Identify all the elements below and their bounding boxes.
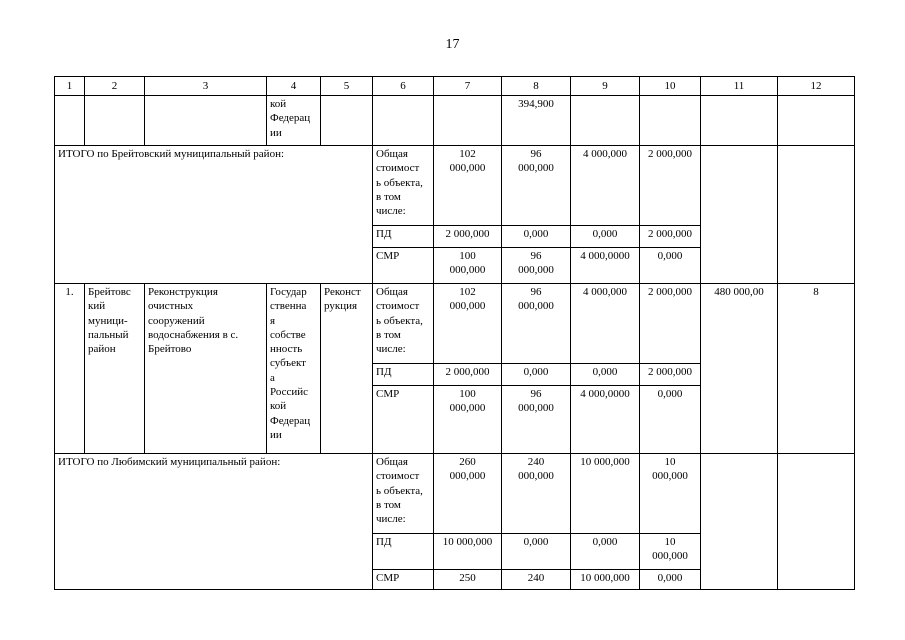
value-cell: 2 000,000 (640, 146, 701, 226)
value-cell: 0,000 (571, 364, 640, 386)
column-number: 9 (571, 77, 640, 96)
item-number: 1. (55, 284, 85, 454)
value-cell: 4 000,000 (571, 284, 640, 364)
value-cell: 10 000,000 (640, 454, 701, 534)
value-cell: 96 000,000 (502, 248, 571, 284)
value-cell: 100 000,000 (434, 386, 502, 454)
value-cell: 96 000,000 (502, 146, 571, 226)
cost-type-cell: ПД (373, 534, 434, 570)
column-number: 8 (502, 77, 571, 96)
total-label: ИТОГО по Брейтовский муниципальный район: (55, 146, 373, 284)
carry-over-row (55, 96, 855, 146)
column-number: 3 (145, 77, 267, 96)
cost-type-cell: СМР (373, 386, 434, 454)
value-cell: 240 (502, 570, 571, 590)
value-cell: 0,000 (571, 534, 640, 570)
work-type-cell: Реконст рукция (321, 284, 373, 454)
value-cell: 260 000,000 (434, 454, 502, 534)
value-cell: 0,000 (502, 364, 571, 386)
column-number: 11 (701, 77, 778, 96)
term-cell: 8 (778, 284, 855, 454)
value-cell: 10 000,000 (571, 454, 640, 534)
object-name-cell: Реконструкция очистных сооружений водоснабжения в с. Брейтово (145, 284, 267, 454)
value-cell: 4 000,0000 (571, 386, 640, 454)
column-number: 5 (321, 77, 373, 96)
value-cell: 0,000 (640, 570, 701, 590)
value-cell: 10 000,000 (640, 534, 701, 570)
value-cell: 100 000,000 (434, 248, 502, 284)
value-cell: 0,000 (640, 386, 701, 454)
column-number: 12 (778, 77, 855, 96)
column-number-row (55, 77, 855, 96)
page-number: 17 (445, 37, 460, 52)
value-cell: 2 000,000 (434, 364, 502, 386)
district-cell: Брейтовс кий муници- пальный район (85, 284, 145, 454)
cost-type-cell: СМР (373, 570, 434, 590)
value-cell: 0,000 (571, 226, 640, 248)
cost-type-cell: ПД (373, 226, 434, 248)
value-cell: 102 000,000 (434, 146, 502, 226)
total-row (55, 146, 855, 226)
cost-type-cell: СМР (373, 248, 434, 284)
column-number: 2 (85, 77, 145, 96)
cost-type-cell: ПД (373, 364, 434, 386)
value-cell: 10 000,000 (434, 534, 502, 570)
column-number: 4 (267, 77, 321, 96)
value-cell: 0,000 (502, 534, 571, 570)
total-row (55, 454, 855, 534)
value-cell: 10 000,000 (571, 570, 640, 590)
value-cell: 4 000,000 (571, 146, 640, 226)
cost-type-cell: Общая стоимост ь объекта, в том числе: (373, 454, 434, 534)
value-cell: 96 000,000 (502, 284, 571, 364)
item-row (55, 284, 855, 364)
column-number: 1 (55, 77, 85, 96)
column-number: 10 (640, 77, 701, 96)
cost-type-cell: Общая стоимост ь объекта, в том числе: (373, 146, 434, 226)
cost-type-cell: Общая стоимост ь объекта, в том числе: (373, 284, 434, 364)
column-number: 7 (434, 77, 502, 96)
value-cell: 4 000,0000 (571, 248, 640, 284)
value-cell: 2 000,000 (640, 284, 701, 364)
value-cell: 240 000,000 (502, 454, 571, 534)
value-cell: 2 000,000 (640, 226, 701, 248)
ownership-cell: кой Федерац ии (267, 96, 321, 146)
investment-table (54, 76, 855, 590)
value-cell: 250 (434, 570, 502, 590)
value-cell: 2 000,000 (640, 364, 701, 386)
value-cell: 96 000,000 (502, 386, 571, 454)
ownership-cell: Государ ственна я собстве нность субъект а Российс кой Федерац ии (267, 284, 321, 454)
capacity-cell: 480 000,00 (701, 284, 778, 454)
column-number: 6 (373, 77, 434, 96)
value-cell: 394,900 (502, 96, 571, 146)
value-cell: 0,000 (502, 226, 571, 248)
value-cell: 2 000,000 (434, 226, 502, 248)
value-cell: 0,000 (640, 248, 701, 284)
value-cell: 102 000,000 (434, 284, 502, 364)
total-label: ИТОГО по Любимский муниципальный район: (55, 454, 373, 590)
